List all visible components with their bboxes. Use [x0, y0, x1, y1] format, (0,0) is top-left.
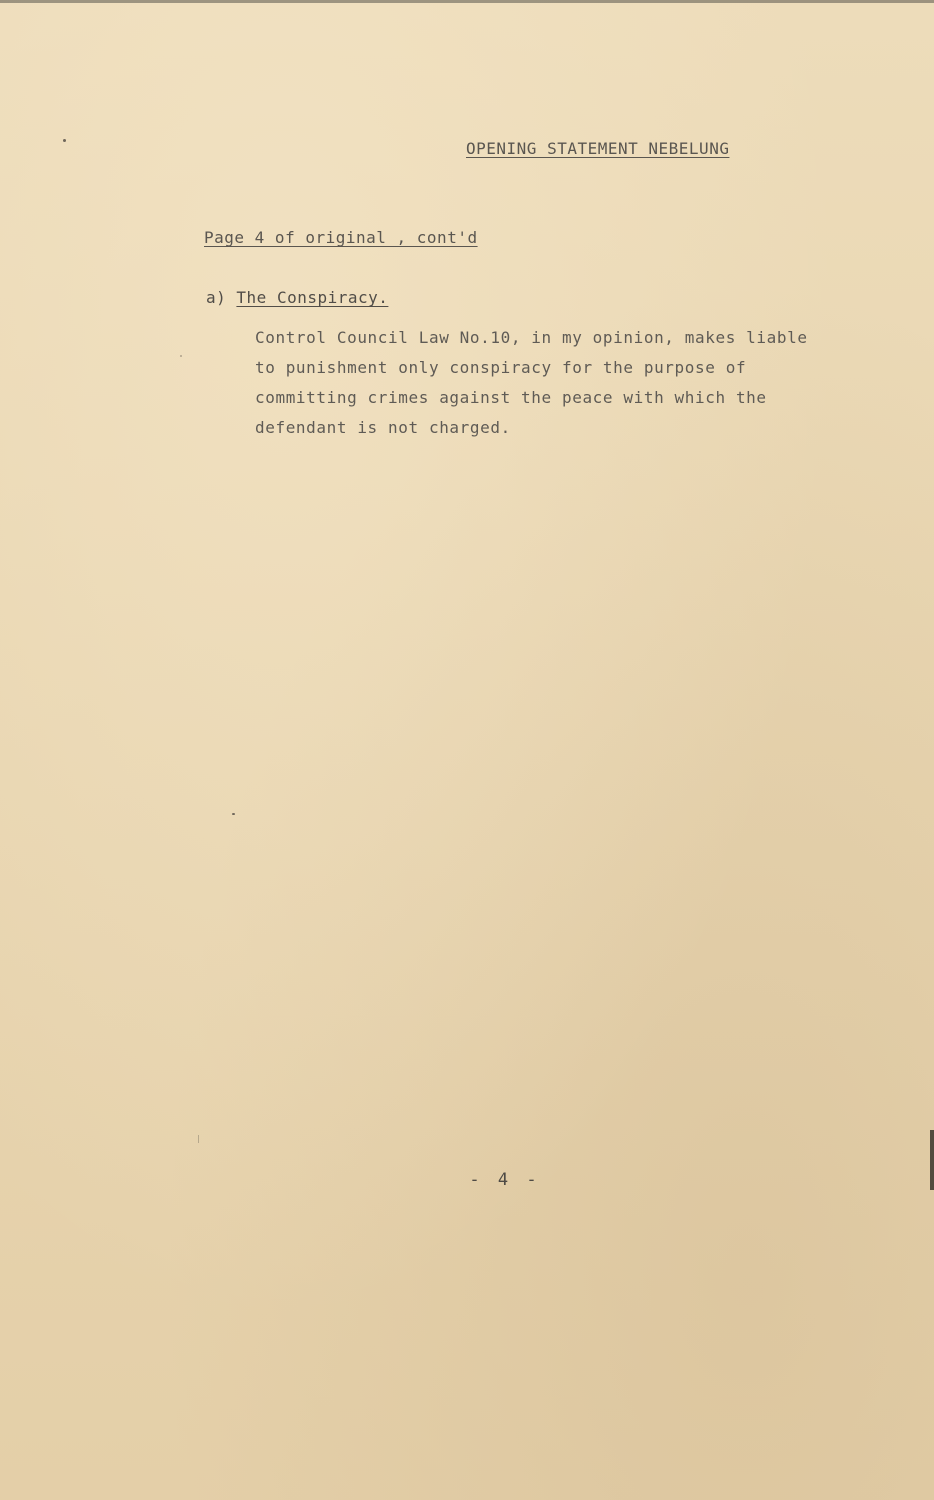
paper-speck	[232, 813, 235, 815]
body-line: Control Council Law No.10, in my opinion, makes liable	[255, 328, 808, 347]
section-heading	[206, 288, 388, 307]
body-paragraph	[255, 323, 915, 443]
body-line: defendant is not charged.	[255, 418, 511, 437]
section-marker: a)	[206, 288, 227, 307]
body-line: to punishment only conspiracy for the purpose of	[255, 358, 747, 377]
paper-speck	[198, 1135, 199, 1143]
page-number: - 4 -	[469, 1170, 541, 1190]
body-line: committing crimes against the peace with which the	[255, 388, 767, 407]
paper-speck	[63, 139, 66, 142]
paper-top-edge	[0, 0, 934, 3]
section-title: The Conspiracy.	[236, 288, 389, 307]
page-reference: Page 4 of original , cont'd	[204, 228, 478, 247]
document-header-title: OPENING STATEMENT NEBELUNG	[466, 139, 730, 158]
paper-speck	[180, 355, 182, 357]
